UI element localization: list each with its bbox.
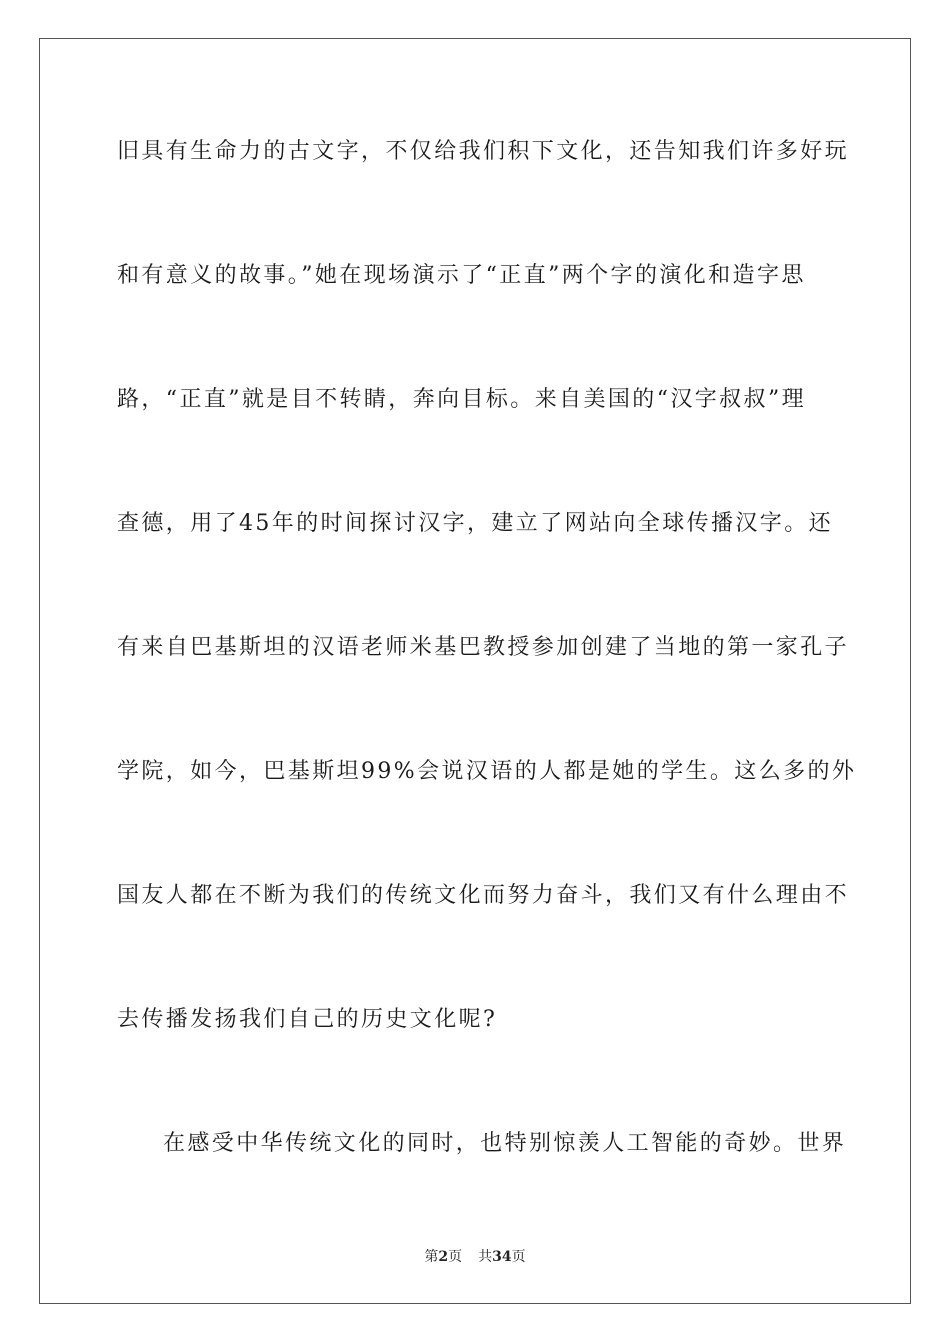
page-suffix: 页 — [448, 1249, 463, 1265]
text-line: 国友人都在不断为我们的传统文化而努力奋斗，我们又有什么理由不 — [117, 883, 850, 908]
text-line: 查德，用了45年的时间探讨汉字，建立了网站向全球传播汉字。还 — [117, 511, 833, 536]
text-line: 有来自巴基斯坦的汉语老师米基巴教授参加创建了当地的第一家孔子 — [117, 635, 850, 660]
total-suffix: 页 — [511, 1249, 526, 1265]
text-line: 去传播发扬我们自己的历史文化呢? — [117, 1007, 498, 1032]
text-line: 和有意义的故事。”她在现场演示了“正直”两个字的演化和造字思 — [117, 263, 806, 288]
page-prefix: 第 — [424, 1249, 439, 1265]
document-body — [117, 124, 857, 1240]
total-pages: 34 — [492, 1249, 512, 1265]
text-line: 学院，如今，巴基斯坦99%会说汉语的人都是她的学生。这么多的外 — [117, 759, 857, 784]
page-number: 2 — [438, 1249, 449, 1265]
page-footer — [0, 1247, 950, 1267]
text-line: 旧具有生命力的古文字，不仅给我们积下文化，还告知我们许多好玩 — [117, 139, 850, 164]
total-prefix: 共 — [478, 1249, 493, 1265]
paragraph-first-line: 在感受中华传统文化的同时，也特别惊羡人工智能的奇妙。世界 — [163, 1131, 847, 1156]
text-line: 路，“正直”就是目不转睛，奔向目标。来自美国的“汉字叔叔”理 — [117, 387, 806, 412]
